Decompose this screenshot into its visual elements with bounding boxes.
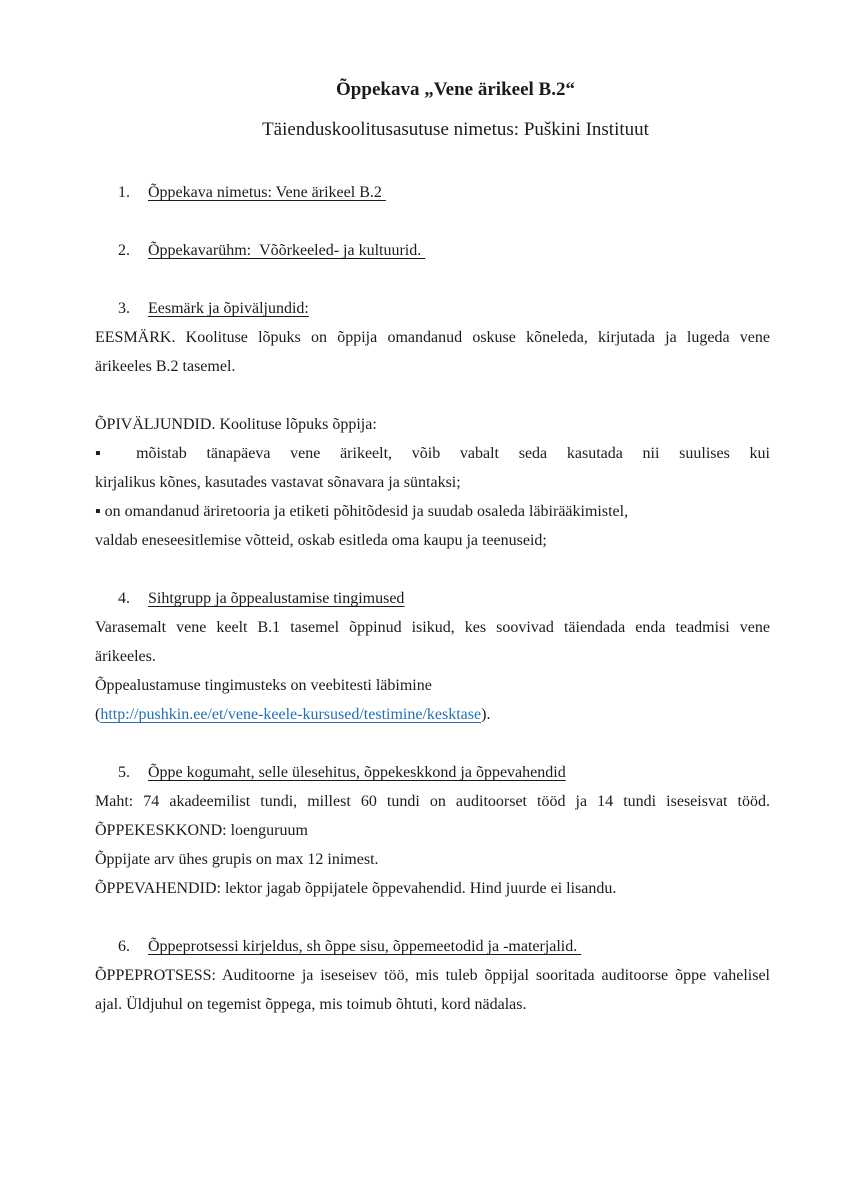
item-number-4: 4.	[118, 590, 130, 607]
spacer	[95, 903, 770, 932]
outcome-bullet-1-line-1: ▪ mõistab tänapäeva vene ärikeelt, võib vabalt seda kasutada nii suulises kui	[95, 445, 770, 462]
spacer	[95, 265, 770, 294]
numbered-heading-5	[95, 758, 770, 787]
item-number-1: 1.	[118, 184, 130, 201]
document-subtitle: Täienduskoolitusasutuse nimetus: Puškini Instituut	[262, 119, 649, 140]
item-title-2: Õppekavarühm: Võõrkeeled- ja kultuurid.	[148, 242, 426, 259]
item-title-1: Õppekava nimetus: Vene ärikeel B.2	[148, 184, 386, 201]
spacer	[95, 729, 770, 758]
outcomes-intro-line: ÕPIVÄLJUNDID. Koolituse lõpuks õppija:	[95, 416, 377, 433]
target-group-line-1: Varasemalt vene keelt B.1 tasemel õppinud isikud, kes soovivad täiendada enda teadmisi vene	[95, 619, 770, 636]
placement-test-link[interactable]: http://pushkin.ee/et/vene-keele-kursused/testimine/kesktase	[100, 706, 482, 723]
outcome-bullet-1-line-2: kirjalikus kõnes, kasutades vastavat sõnavara ja süntaksi;	[95, 474, 461, 491]
document-title: Õppekava „Vene ärikeel B.2“	[336, 79, 575, 100]
spacer	[95, 555, 770, 584]
numbered-heading-1	[95, 178, 770, 207]
link-paren-open: (	[95, 706, 101, 723]
item-title-5: Õppe kogumaht, selle ülesehitus, õppekeskkond ja õppevahendid	[148, 764, 566, 781]
spacer	[95, 207, 770, 236]
test-link-line	[95, 700, 770, 729]
numbered-heading-2	[95, 236, 770, 265]
outcome-bullet-2-line-1: ▪ on omandanud äriretooria ja etiketi põhitõdesid ja suudab osaleda läbirääkimistel,	[95, 503, 629, 520]
process-line-2: ajal. Üldjuhul on tegemist õppega, mis toimub õhtuti, kord nädalas.	[95, 996, 527, 1013]
environment-line: ÕPPEKESKKOND: loenguruum	[95, 822, 308, 839]
item-title-4: Sihtgrupp ja õppealustamise tingimused	[148, 590, 405, 607]
link-paren-close: ).	[481, 706, 491, 723]
goal-paragraph-line-2: ärikeeles B.2 tasemel.	[95, 358, 236, 375]
process-line-1: ÕPPEPROTSESS: Auditoorne ja iseseisev töö, mis tuleb õppijal sooritada auditoorse õppe vahelisel	[95, 967, 770, 984]
numbered-heading-3	[95, 294, 770, 323]
item-title-3: Eesmärk ja õpiväljundid:	[148, 300, 309, 317]
item-number-2: 2.	[118, 242, 130, 259]
target-group-line-2: ärikeeles.	[95, 648, 156, 665]
materials-line: ÕPPEVAHENDID: lektor jagab õppijatele õppevahendid. Hind juurde ei lisandu.	[95, 880, 617, 897]
item-number-5: 5.	[118, 764, 130, 781]
goal-paragraph-line-1: EESMÄRK. Koolituse lõpuks on õppija omandanud oskuse kõneleda, kirjutada ja lugeda vene	[95, 329, 770, 346]
numbered-heading-4	[95, 584, 770, 613]
item-number-3: 3.	[118, 300, 130, 317]
outcome-bullet-2-line-2: valdab eneseesitlemise võtteid, oskab esitleda oma kaupu ja teenuseid;	[95, 532, 547, 549]
volume-line: Maht: 74 akadeemilist tundi, millest 60 tundi on auditoorset tööd ja 14 tundi iseseisvat tööd.	[95, 793, 770, 810]
group-size-line: Õppijate arv ühes grupis on max 12 inimest.	[95, 851, 379, 868]
spacer	[95, 381, 770, 410]
item-number-6: 6.	[118, 938, 130, 955]
start-condition-line: Õppealustamuse tingimusteks on veebitesti läbimine	[95, 677, 432, 694]
numbered-heading-6	[95, 932, 770, 961]
item-title-6: Õppeprotsessi kirjeldus, sh õppe sisu, õppemeetodid ja -materjalid.	[148, 938, 582, 955]
document-header	[141, 70, 770, 150]
